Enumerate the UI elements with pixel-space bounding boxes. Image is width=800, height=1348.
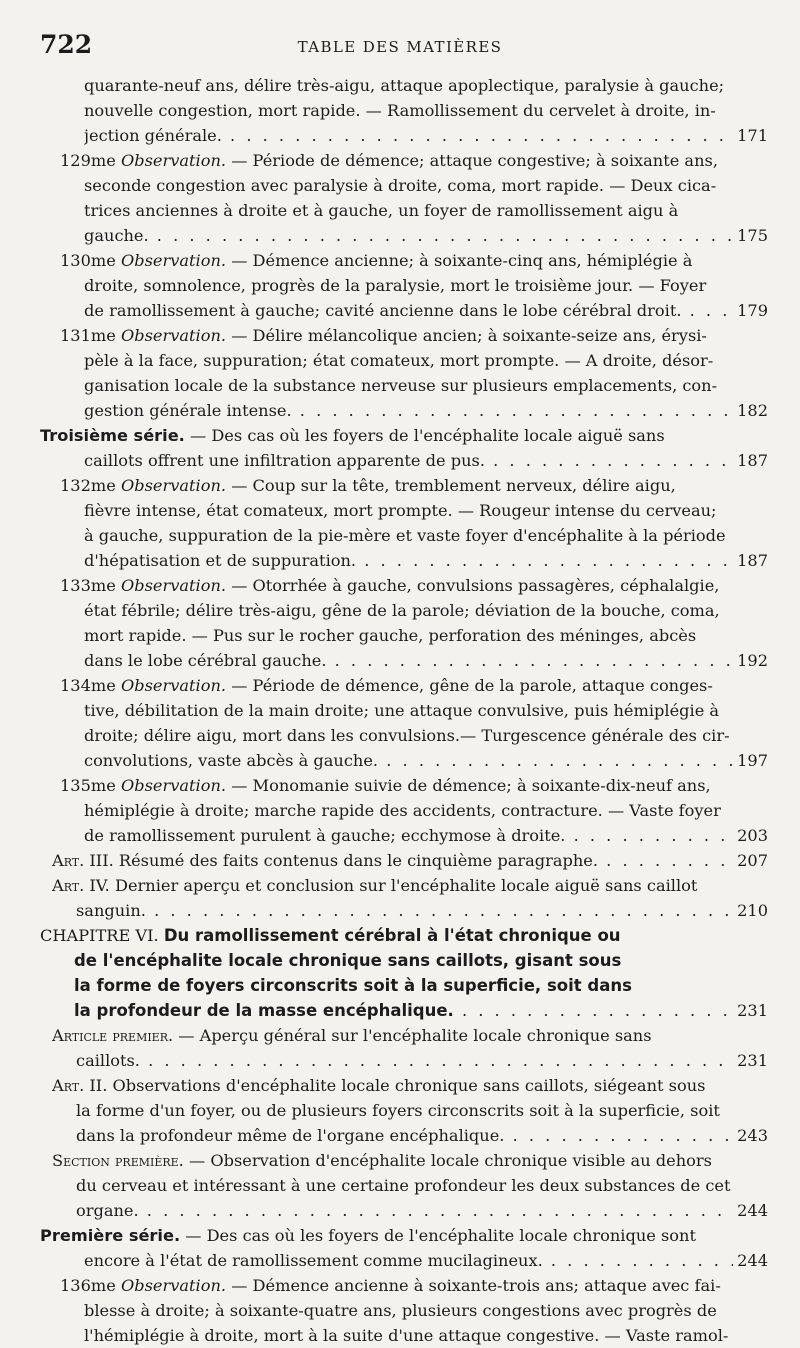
- toc-entry-line: [60, 573, 768, 598]
- leader-dots: [139, 1201, 768, 1220]
- toc-entry-line: [60, 498, 768, 523]
- entry-text: — Délire mélancolique ancien; à soixante-seize ans, érysi-: [231, 326, 707, 345]
- toc-entry-line: [60, 198, 768, 223]
- entry-text: la forme d'un foyer, ou de plusieurs foyers circonscrits soit à la superficie, soit: [76, 1101, 720, 1120]
- toc-entry-line: [52, 1098, 768, 1123]
- toc-entry-line: [84, 98, 768, 123]
- toc-entry-line: [52, 1173, 768, 1198]
- entry-text: droite; délire aigu, mort dans les convulsions.— Turgescence générale des cir-: [84, 726, 730, 745]
- toc-entry-line: [40, 948, 768, 973]
- entry-text: quarante-neuf ans, délire très-aigu, attaque apoplectique, paralysie à gauche;: [84, 76, 725, 95]
- toc-entry-line: [52, 1123, 768, 1148]
- toc-entry-line: [84, 123, 768, 148]
- observation-number: 129me: [60, 151, 121, 170]
- entry-text: tive, débilitation de la main droite; une attaque convulsive, puis hémiplégie à: [84, 701, 720, 720]
- toc-entry: [40, 148, 768, 248]
- toc-entry-line: [40, 1223, 768, 1248]
- toc-entry-line: [52, 898, 768, 923]
- toc-entry-line: [60, 323, 768, 348]
- entry-text: — Observation d'encéphalite locale chronique visible au dehors: [188, 1151, 712, 1170]
- entry-lead: Observation.: [120, 326, 227, 345]
- toc-entry-line: [60, 673, 768, 698]
- page-reference: 197: [733, 748, 768, 773]
- entry-text: dans la profondeur même de l'organe encéphalique.: [76, 1126, 505, 1145]
- toc-entry-line: [60, 523, 768, 548]
- toc-entry-line: [52, 1048, 768, 1073]
- page-reference: 231: [733, 1048, 768, 1073]
- entry-text: caillots.: [76, 1051, 140, 1070]
- entry-lead: Art. III.: [52, 851, 114, 870]
- toc-entry-line: [60, 598, 768, 623]
- toc-entry-line: [40, 1248, 768, 1273]
- entry-text: trices anciennes à droite et à gauche, un foyer de ramollissement aigu à: [84, 201, 679, 220]
- toc-entry-line: [60, 823, 768, 848]
- entry-text: Résumé des faits contenus dans le cinquième paragraphe.: [118, 851, 599, 870]
- page-reference: 192: [733, 648, 768, 673]
- entry-text: fièvre intense, état comateux, mort prompte. — Rougeur intense du cerveau;: [84, 501, 717, 520]
- entry-lead: Section première.: [52, 1151, 184, 1170]
- table-of-contents: [40, 73, 768, 1348]
- page-reference: 244: [733, 1198, 768, 1223]
- toc-entry-line: [60, 748, 768, 773]
- toc-entry-line: [40, 448, 768, 473]
- toc-entry-line: [60, 273, 768, 298]
- entry-text: mort rapide. — Pus sur le rocher gauche, perforation des méninges, abcès: [84, 626, 697, 645]
- entry-text: hémiplégie à droite; marche rapide des accidents, contracture. — Vaste foyer: [84, 801, 721, 820]
- toc-entry: [40, 1273, 768, 1348]
- entry-text: la forme de foyers circonscrits soit à la superficie, soit dans: [74, 976, 632, 995]
- entry-text: convolutions, vaste abcès à gauche.: [84, 751, 379, 770]
- entry-text: — Coup sur la tête, tremblement nerveux, délire aigu,: [231, 476, 676, 495]
- toc-entry-line: [60, 698, 768, 723]
- page-reference: 187: [733, 448, 768, 473]
- entry-text: droite, somnolence, progrès de la paralysie, mort le troisième jour. — Foyer: [84, 276, 707, 295]
- observation-number: 134me: [60, 676, 121, 695]
- entry-text: de ramollissement purulent à gauche; ecchymose à droite.: [84, 826, 566, 845]
- page-number: 722: [40, 30, 93, 59]
- observation-number: 132me: [60, 476, 121, 495]
- toc-entry: [40, 1023, 768, 1073]
- observation-number: 130me: [60, 251, 121, 270]
- toc-entry-line: [60, 548, 768, 573]
- entry-text: caillots offrent une infiltration apparente de pus.: [84, 451, 485, 470]
- toc-entry-line: [60, 798, 768, 823]
- toc-entry: [40, 1148, 768, 1223]
- entry-text: à gauche, suppuration de la pie-mère et vaste foyer d'encéphalite à la période: [84, 526, 726, 545]
- leader-dots: [149, 226, 768, 245]
- toc-entry-line: [60, 1298, 768, 1323]
- toc-entry-line: [52, 1148, 768, 1173]
- entry-text: — Des cas où les foyers de l'encéphalite locale chronique sont: [185, 1226, 696, 1245]
- entry-lead: Observation.: [120, 576, 227, 595]
- toc-entry-line: [60, 148, 768, 173]
- toc-entry-line: [60, 723, 768, 748]
- entry-text: gauche.: [84, 226, 149, 245]
- entry-text: de l'encéphalite locale chronique sans caillots, gisant sous: [74, 951, 622, 970]
- toc-entry-line: [52, 1073, 768, 1098]
- page-reference: 231: [733, 998, 768, 1023]
- page-reference: 244: [733, 1248, 768, 1273]
- entry-text: nouvelle congestion, mort rapide. — Ramollissement du cervelet à droite, in-: [84, 101, 716, 120]
- entry-lead: Observation.: [120, 476, 227, 495]
- entry-text: gestion générale intense.: [84, 401, 292, 420]
- entry-lead: Observation.: [120, 676, 227, 695]
- toc-entry-line: [60, 248, 768, 273]
- toc-entry: [40, 773, 768, 848]
- page-reference: 207: [733, 848, 768, 873]
- entry-lead: Art. II.: [52, 1076, 108, 1095]
- toc-entry-line: [60, 773, 768, 798]
- toc-entry: [40, 323, 768, 423]
- toc-entry: [40, 673, 768, 773]
- page-header: [40, 30, 760, 66]
- entry-text: Dernier aperçu et conclusion sur l'encéphalite locale aiguë sans caillot: [114, 876, 698, 895]
- toc-entry: [40, 848, 768, 873]
- leader-dots: [292, 401, 768, 420]
- entry-text: organe.: [76, 1201, 139, 1220]
- toc-entry-line: [40, 423, 768, 448]
- page-reference: 171: [733, 123, 768, 148]
- entry-text: de ramollissement à gauche; cavité ancienne dans le lobe cérébral droit.: [84, 301, 682, 320]
- page-reference: 203: [733, 823, 768, 848]
- entry-lead: Art. IV.: [52, 876, 110, 895]
- toc-entry-line: [60, 173, 768, 198]
- entry-lead: CHAPITRE VI.: [40, 926, 159, 945]
- entry-text: — Période de démence; attaque congestive; à soixante ans,: [231, 151, 718, 170]
- toc-entry: [40, 573, 768, 673]
- entry-text: seconde congestion avec paralysie à droite, coma, mort rapide. — Deux cica-: [84, 176, 717, 195]
- toc-entry-line: [52, 848, 768, 873]
- entry-lead: Article premier.: [52, 1026, 174, 1045]
- toc-entry: [40, 73, 768, 148]
- toc-entry: [40, 473, 768, 573]
- observation-number: 131me: [60, 326, 121, 345]
- toc-entry-line: [52, 873, 768, 898]
- entry-text: dans le lobe cérébral gauche.: [84, 651, 327, 670]
- toc-entry-line: [60, 348, 768, 373]
- toc-entry-line: [60, 373, 768, 398]
- entry-text: sanguin.: [76, 901, 146, 920]
- page-reference: 243: [733, 1123, 768, 1148]
- leader-dots: [454, 1001, 768, 1020]
- entry-text: la profondeur de la masse encéphalique.: [74, 1001, 454, 1020]
- entry-text: — Période de démence, gêne de la parole, attaque conges-: [231, 676, 713, 695]
- entry-text: l'hémiplégie à droite, mort à la suite d'une attaque congestive. — Vaste ramol-: [84, 1326, 729, 1345]
- leader-dots: [140, 1051, 768, 1070]
- toc-entry-line: [60, 1273, 768, 1298]
- page-reference: 175: [733, 223, 768, 248]
- toc-entry-line: [60, 298, 768, 323]
- toc-entry-line: [60, 648, 768, 673]
- running-title: TABLE DES MATIÈRES: [297, 38, 503, 56]
- toc-entry-line: [60, 1323, 768, 1348]
- page-reference: 179: [733, 298, 768, 323]
- entry-text: Observations d'encéphalite locale chronique sans caillots, siégeant sous: [112, 1076, 706, 1095]
- toc-entry-line: [60, 223, 768, 248]
- entry-text: Du ramollissement cérébral à l'état chronique ou: [163, 926, 621, 945]
- toc-entry: [40, 873, 768, 923]
- observation-number: 133me: [60, 576, 121, 595]
- entry-text: — Monomanie suivie de démence; à soixante-dix-neuf ans,: [231, 776, 711, 795]
- page-reference: 182: [733, 398, 768, 423]
- leader-dots: [504, 1126, 768, 1145]
- entry-text: jection générale.: [84, 126, 222, 145]
- toc-entry-line: [40, 998, 768, 1023]
- toc-entry-line: [40, 973, 768, 998]
- observation-number: 136me: [60, 1276, 121, 1295]
- page-reference: 210: [733, 898, 768, 923]
- leader-dots: [327, 651, 769, 670]
- entry-lead: Première série.: [40, 1226, 181, 1245]
- toc-entry-line: [60, 623, 768, 648]
- toc-entry: [40, 1073, 768, 1148]
- toc-entry: [40, 248, 768, 323]
- entry-lead: Troisième série.: [40, 426, 185, 445]
- toc-entry: [40, 923, 768, 1023]
- entry-lead: Observation.: [120, 776, 227, 795]
- entry-text: état fébrile; délire très-aigu, gêne de la parole; déviation de la bouche, coma,: [84, 601, 720, 620]
- entry-text: — Des cas où les foyers de l'encéphalite locale aiguë sans: [190, 426, 665, 445]
- toc-entry-line: [52, 1198, 768, 1223]
- toc-entry-line: [52, 1023, 768, 1048]
- entry-lead: Observation.: [120, 251, 227, 270]
- entry-text: — Aperçu général sur l'encéphalite locale chronique sans: [178, 1026, 652, 1045]
- leader-dots: [378, 751, 768, 770]
- toc-entry-line: [60, 398, 768, 423]
- entry-text: du cerveau et intéressant à une certaine profondeur les deux substances de cet: [76, 1176, 731, 1195]
- toc-entry-line: [84, 73, 768, 98]
- toc-entry-line: [60, 473, 768, 498]
- leader-dots: [356, 551, 768, 570]
- toc-entry-line: [40, 923, 768, 948]
- leader-dots: [222, 126, 768, 145]
- entry-text: ganisation locale de la substance nerveuse sur plusieurs emplacements, con-: [84, 376, 718, 395]
- entry-text: — Démence ancienne à soixante-trois ans; attaque avec fai-: [231, 1276, 721, 1295]
- entry-text: encore à l'état de ramollissement comme mucilagineux.: [84, 1251, 543, 1270]
- entry-text: — Démence ancienne; à soixante-cinq ans, hémiplégie à: [231, 251, 693, 270]
- entry-text: blesse à droite; à soixante-quatre ans, plusieurs congestions avec progrès de: [84, 1301, 717, 1320]
- entry-text: — Otorrhée à gauche, convulsions passagères, céphalalgie,: [231, 576, 720, 595]
- leader-dots: [485, 451, 768, 470]
- leader-dots: [146, 901, 768, 920]
- entry-text: pèle à la face, suppuration; état comateux, mort prompte. — A droite, désor-: [84, 351, 714, 370]
- entry-text: d'hépatisation et de suppuration.: [84, 551, 357, 570]
- toc-entry: [40, 1223, 768, 1273]
- entry-lead: Observation.: [120, 1276, 227, 1295]
- observation-number: 135me: [60, 776, 121, 795]
- page-reference: 187: [733, 548, 768, 573]
- entry-lead: Observation.: [120, 151, 227, 170]
- toc-entry: [40, 423, 768, 473]
